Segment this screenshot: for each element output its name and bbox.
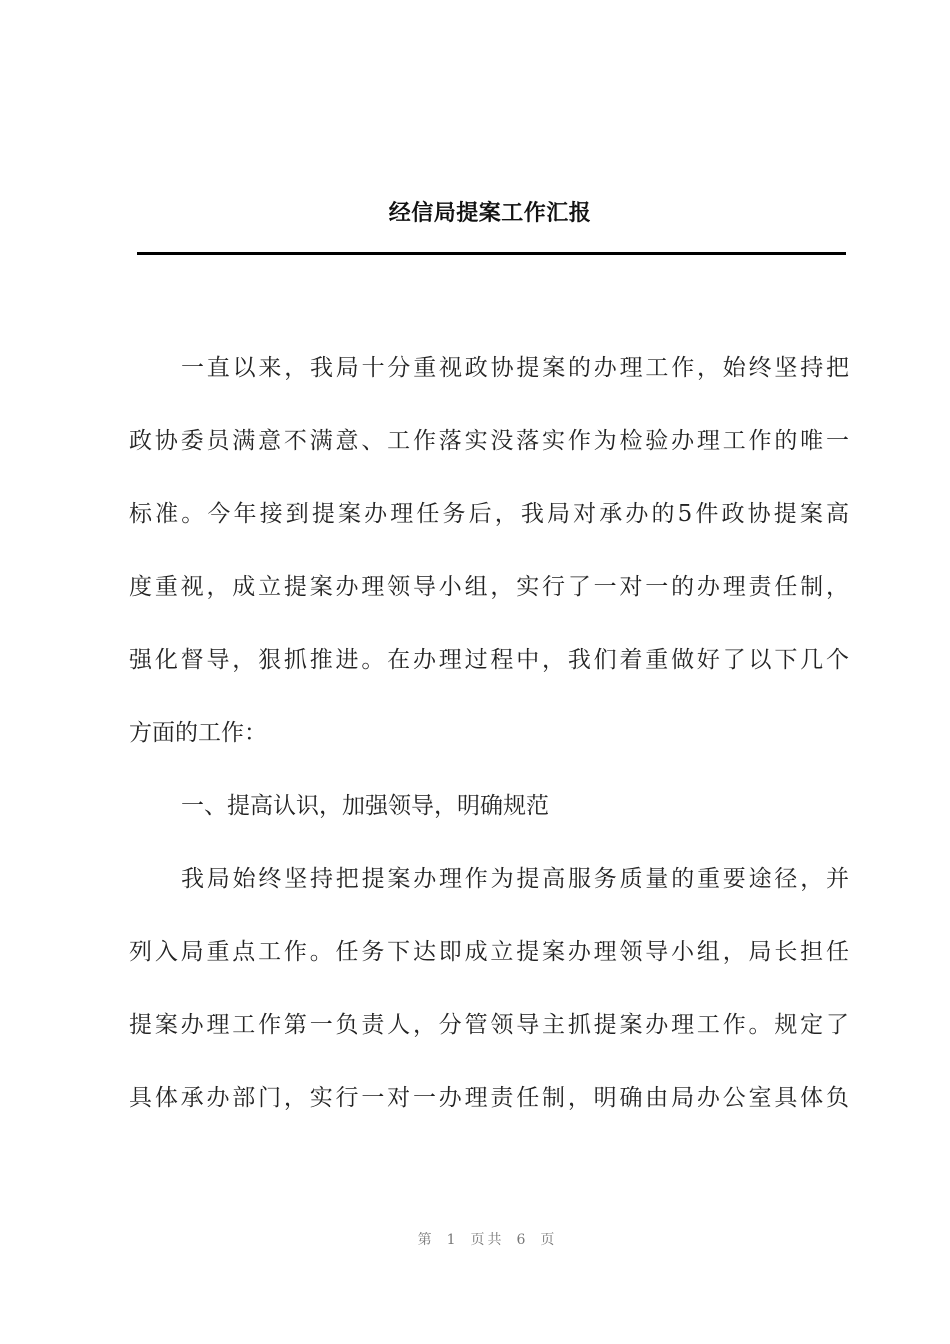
- page-footer: [0, 1229, 950, 1249]
- paragraph-line: 我局始终坚持把提案办理作为提高服务质量的重要途径，并: [181, 866, 849, 892]
- footer-label-page: 第: [417, 1232, 435, 1248]
- footer-total-pages: 6: [516, 1232, 529, 1248]
- paragraph-line: 列入局重点工作。任务下达即成立提案办理领导小组，局长担任: [129, 939, 849, 965]
- paragraph-line: 政协委员满意不满意、工作落实没落实作为检验办理工作的唯一: [129, 428, 849, 454]
- footer-current-page: 1: [446, 1232, 459, 1248]
- document-title: 经信局提案工作汇报: [388, 201, 592, 226]
- paragraph-line: 具体承办部门，实行一对一办理责任制，明确由局办公室具体负: [129, 1085, 849, 1111]
- section-heading: 一、提高认识，加强领导，明确规范: [181, 793, 549, 819]
- footer-label-end: 页: [540, 1232, 558, 1248]
- paragraph-line: 方面的工作：: [129, 720, 267, 746]
- paragraph-line: 一直以来，我局十分重视政协提案的办理工作，始终坚持把: [181, 355, 849, 381]
- title-underline: [137, 252, 846, 255]
- paragraph-line: 标准。今年接到提案办理任务后，我局对承办的5件政协提案高: [129, 501, 849, 527]
- paragraph-line: 强化督导，狠抓推进。在办理过程中，我们着重做好了以下几个: [129, 647, 849, 673]
- paragraph-line: 提案办理工作第一负责人，分管领导主抓提案办理工作。规定了: [129, 1012, 849, 1038]
- paragraph-line: 度重视，成立提案办理领导小组，实行了一对一的办理责任制，: [129, 574, 849, 600]
- footer-label-of: 页共: [470, 1232, 505, 1248]
